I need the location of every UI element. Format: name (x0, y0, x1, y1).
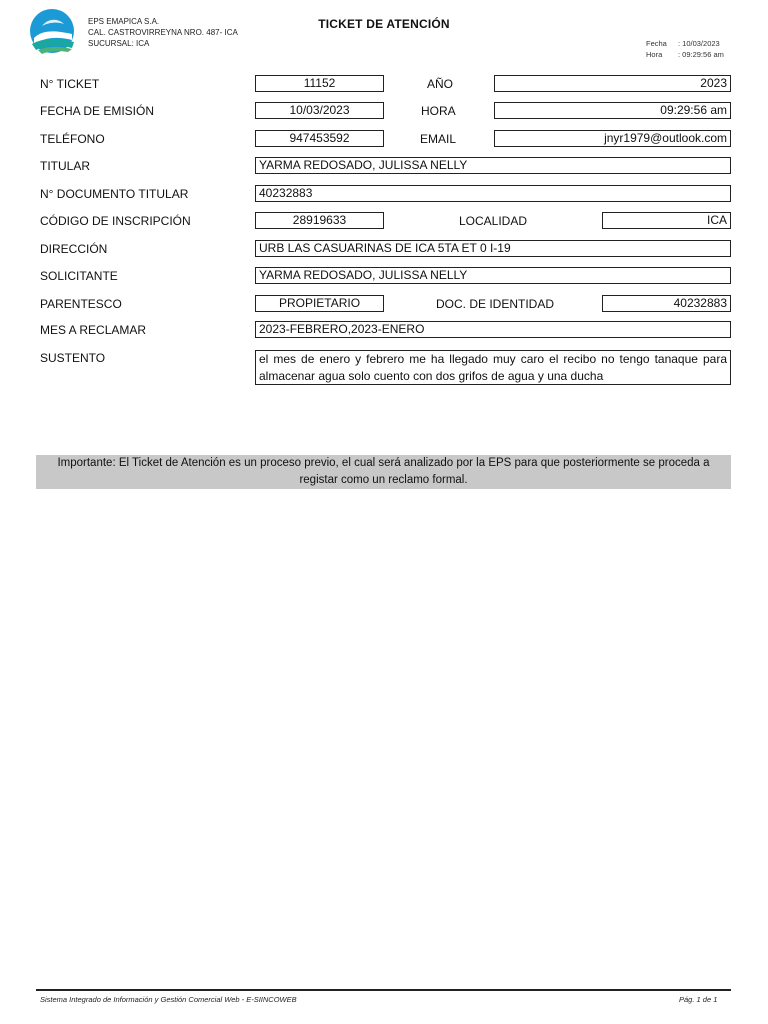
solicitante-label: SOLICITANTE (40, 269, 118, 283)
telefono-label: TELÉFONO (40, 132, 105, 146)
telefono-value: 947453592 (255, 130, 384, 147)
doc-titular-value: 40232883 (255, 185, 731, 202)
fecha-label: Fecha (646, 39, 667, 48)
hora-label: Hora (646, 50, 663, 59)
hora-value: : 09:29:56 am (678, 50, 724, 59)
anio-value: 2023 (494, 75, 731, 92)
wave-logo-icon (28, 8, 76, 54)
hora-field-label: HORA (421, 104, 456, 118)
footer-divider (36, 989, 731, 991)
footer-system-name: Sistema Integrado de Información y Gestión Comercial Web - E-SIINCOWEB (40, 995, 297, 1004)
mes-value: 2023-FEBRERO,2023-ENERO (255, 321, 731, 338)
direccion-value: URB LAS CASUARINAS DE ICA 5TA ET 0 I-19 (255, 240, 731, 257)
ticket-label: N° TICKET (40, 77, 100, 91)
codigo-value: 28919633 (255, 212, 384, 229)
solicitante-value: YARMA REDOSADO, JULISSA NELLY (255, 267, 731, 284)
doc-titular-label: N° DOCUMENTO TITULAR (40, 187, 189, 201)
email-label: EMAIL (420, 132, 457, 146)
hora-field-value: 09:29:56 am (494, 102, 731, 119)
ticket-value: 11152 (255, 75, 384, 92)
doc-identidad-value: 40232883 (602, 295, 731, 312)
mes-label: MES A RECLAMAR (40, 323, 147, 337)
branch-name: SUCURSAL: ICA (88, 39, 150, 48)
footer-page-number: Pág. 1 de 1 (679, 995, 718, 1004)
sustento-label: SUSTENTO (40, 351, 106, 365)
localidad-value: ICA (602, 212, 731, 229)
email-value: jnyr1979@outlook.com (494, 130, 731, 147)
important-notice: Importante: El Ticket de Atención es un proceso previo, el cual será analizado por la EPS para que posteriormente se proceda a registar como un reclamo formal. (36, 455, 731, 489)
doc-identidad-label: DOC. DE IDENTIDAD (436, 297, 555, 311)
company-address: CAL. CASTROVIRREYNA NRO. 487- ICA (88, 28, 238, 37)
direccion-label: DIRECCIÓN (40, 242, 108, 256)
parentesco-label: PARENTESCO (40, 297, 122, 311)
sustento-value: el mes de enero y febrero me ha llegado muy caro el recibo no tengo tanaque para almacenar agua solo cuento con dos grifos de agua y una ducha (255, 350, 731, 385)
fecha-value: : 10/03/2023 (678, 39, 720, 48)
fecha-emision-label: FECHA DE EMISIÓN (40, 104, 155, 118)
localidad-label: LOCALIDAD (459, 214, 528, 228)
parentesco-value: PROPIETARIO (255, 295, 384, 312)
codigo-label: CÓDIGO DE INSCRIPCIÓN (40, 214, 191, 228)
company-name: EPS EMAPICA S.A. (88, 17, 160, 26)
titular-label: TITULAR (40, 159, 91, 173)
page-title: TICKET DE ATENCIÓN (318, 17, 450, 31)
print-meta (646, 38, 724, 60)
titular-value: YARMA REDOSADO, JULISSA NELLY (255, 157, 731, 174)
anio-label: AÑO (427, 77, 454, 91)
fecha-emision-value: 10/03/2023 (255, 102, 384, 119)
